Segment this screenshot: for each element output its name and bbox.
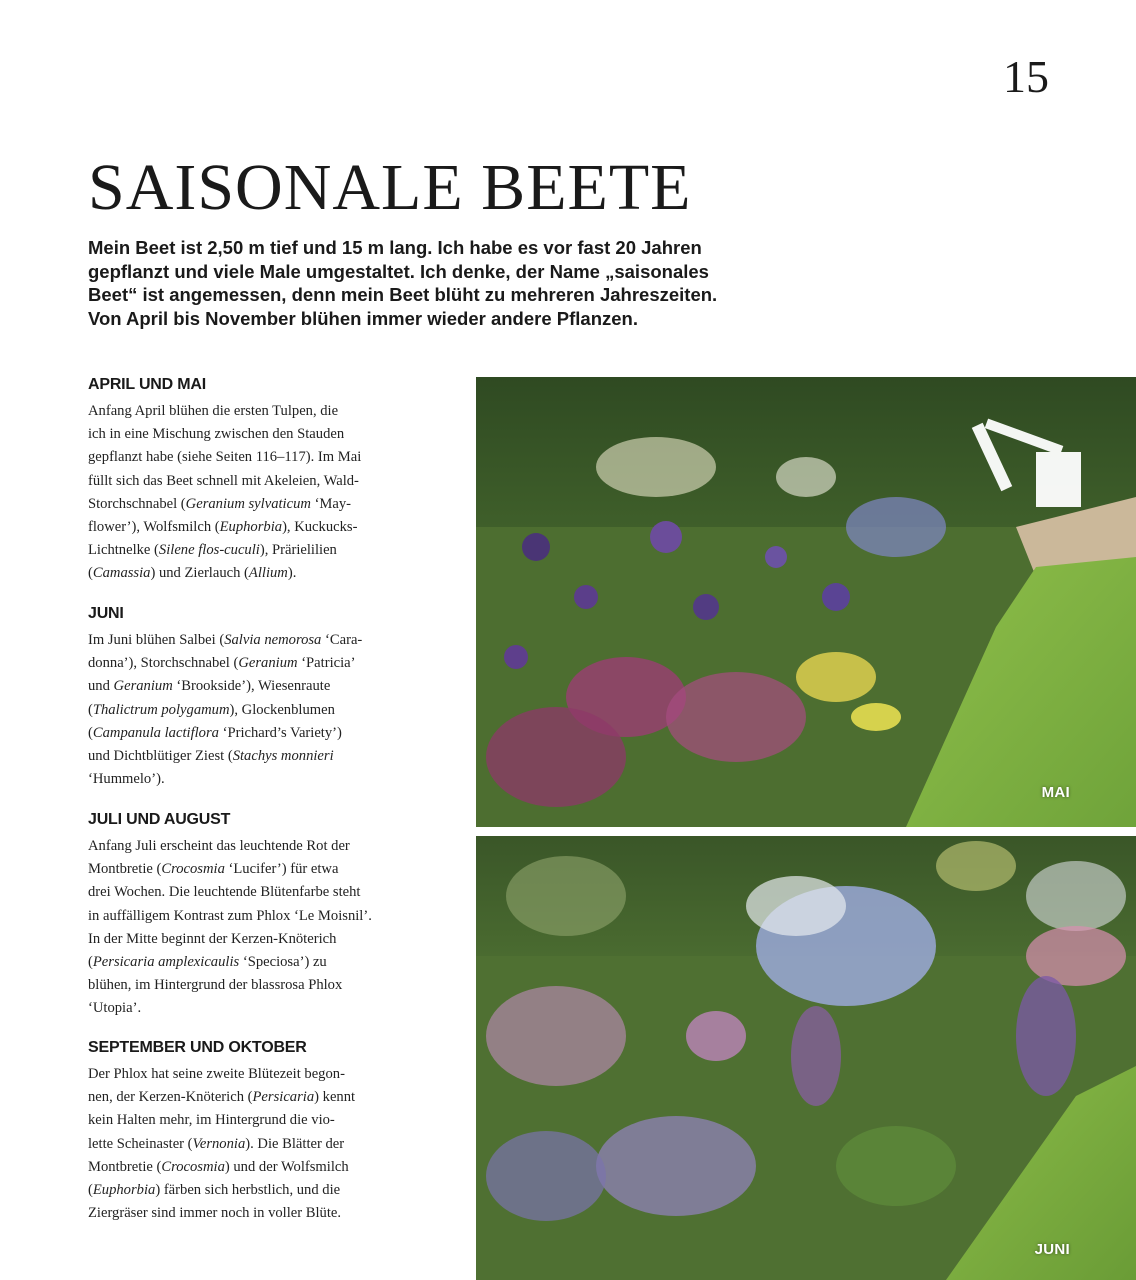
page-title: SAISONALE BEETE [88,151,692,224]
section-heading: APRIL UND MAI [88,376,206,393]
body-line: Im Juni blühen Salbei (Salvia nemorosa ‘Cara- [88,632,363,648]
body-line: kein Halten mehr, im Hintergrund die vio- [88,1112,335,1129]
body-line: ‘Hummelo’). [88,771,165,788]
body-line: flower’), Wolfsmilch (Euphorbia), Kuckucks- [88,519,358,536]
body-line: lette Scheinaster (Vernonia). Die Blätter der [88,1135,345,1152]
section-heading: SEPTEMBER UND OKTOBER [88,1039,307,1056]
body-line: ‘Utopia’. [88,1000,142,1017]
body-line: blühen, im Hintergrund der blassrosa Phlox [88,977,343,994]
garden-illustration-juni [476,836,1136,1280]
body-line: Storchschnabel (Geranium sylvaticum ‘May- [88,495,352,512]
body-line: Montbretie (Crocosmia) und der Wolfsmilch [88,1158,349,1175]
body-line: drei Wochen. Die leuchtende Blütenfarbe steht [88,884,361,901]
body-line: (Campanula lactiflora ‘Prichard’s Variety’) [88,724,342,741]
photo-caption-mai: MAI [1041,784,1070,801]
body-line: gepflanzt habe (siehe Seiten 116–117). Im Mai [88,449,362,466]
body-line: Lichtnelke (Silene flos-cuculi), Prärielilien [88,542,337,559]
body-line: in auffälligem Kontrast zum Phlox ‘Le Moisnil’. [88,907,372,924]
page-number: 15 [1003,51,1049,102]
section-heading: JUNI [88,605,124,622]
intro-line: Von April bis November blühen immer wieder andere Pflanzen. [88,307,638,329]
intro-paragraph [88,236,788,330]
body-line: (Camassia) und Zierlauch (Allium). [88,565,297,582]
section-september-oktober [88,1038,418,1225]
body-line: (Persicaria amplexicaulis ‘Speciosa’) zu [88,954,327,971]
intro-line: gepflanzt und viele Male umgestaltet. Ich denke, der Name „saisonales [88,260,709,282]
section-april-mai [88,375,418,586]
body-line: nen, der Kerzen-Knöterich (Persicaria) kennt [88,1089,356,1106]
body-line: (Euphorbia) färben sich herbstlich, und die [88,1182,341,1199]
body-line: donna’), Storchschnabel (Geranium ‘Patricia’ [88,655,356,672]
garden-photo-mai [476,377,1136,827]
intro-line: Beet“ ist angemessen, denn mein Beet blüht zu mehreren Jahreszeiten. [88,284,718,305]
body-line: In der Mitte beginnt der Kerzen-Knöterich [88,930,337,947]
section-body [88,400,418,586]
garden-illustration-mai [476,377,1136,827]
body-line: (Thalictrum polygamum), Glockenblumen [88,701,335,718]
body-line: Ziergräser sind immer noch in voller Blüte. [88,1205,342,1222]
body-line: Anfang Juli erscheint das leuchtende Rot der [88,838,350,854]
body-line: Anfang April blühen die ersten Tulpen, die [88,403,339,419]
body-line: ich in eine Mischung zwischen den Stauden [88,426,345,443]
garden-photo-juni [476,836,1136,1280]
section-juli-august [88,810,418,1021]
section-juni [88,604,418,791]
body-line: füllt sich das Beet schnell mit Akeleien, Wald- [88,472,359,489]
body-line: und Geranium ‘Brookside’), Wiesenraute [88,678,331,695]
section-body [88,629,418,791]
intro-line: Mein Beet ist 2,50 m tief und 15 m lang. Ich habe es vor fast 20 Jahren [88,237,702,258]
section-heading: JULI UND AUGUST [88,811,231,828]
body-line: und Dichtblütiger Ziest (Stachys monnieri [88,748,334,765]
body-line: Der Phlox hat seine zweite Blütezeit begon- [88,1066,345,1082]
photo-caption-juni: JUNI [1034,1241,1070,1258]
section-body [88,1063,418,1225]
section-body [88,835,418,1021]
body-line: Montbretie (Crocosmia ‘Lucifer’) für etwa [88,861,339,878]
